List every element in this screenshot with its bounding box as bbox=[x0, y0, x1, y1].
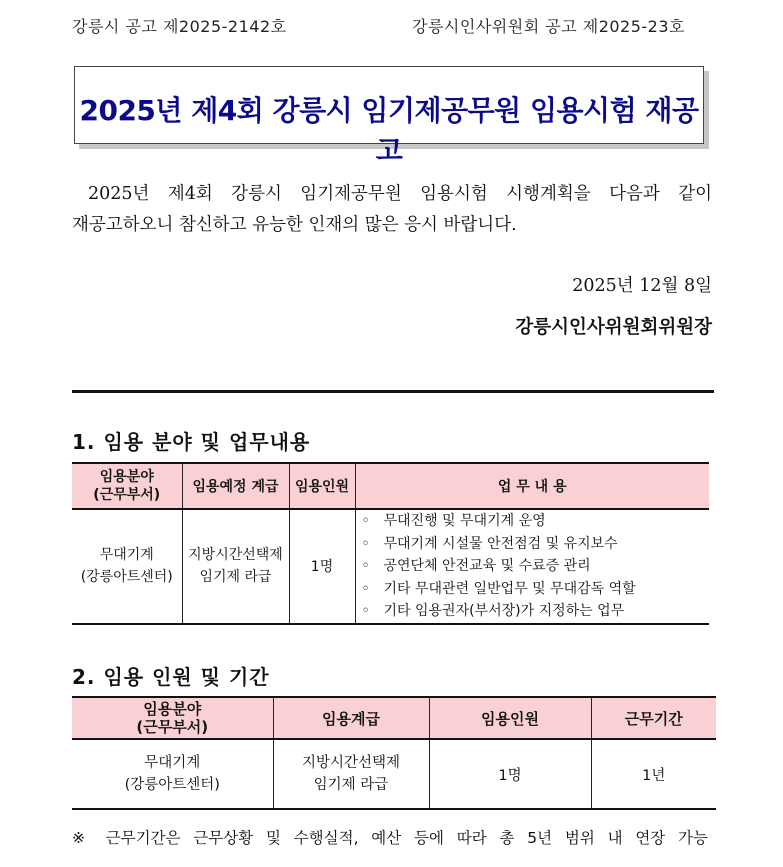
duties-table bbox=[72, 462, 709, 625]
list-item: ◦ 무대진행 및 무대기계 운영 bbox=[362, 510, 710, 533]
notice-date: 2025년 12월 8일 bbox=[572, 276, 712, 296]
notice-number-right: 강릉시인사위원회 공고 제2025-23호 bbox=[412, 17, 685, 36]
rank-line-1: 지방시간선택제 bbox=[301, 755, 401, 771]
col-header-duties: 업 무 내 용 bbox=[355, 463, 709, 509]
col-header-field-label: 임용분야 (근무부서) bbox=[93, 469, 161, 503]
cell-field bbox=[72, 739, 273, 809]
list-item: ◦ 공연단체 안전교육 및 수료증 관리 bbox=[362, 555, 710, 578]
rank-line-1: 지방시간선택제 bbox=[188, 547, 283, 564]
field-name: 무대기계 bbox=[144, 755, 201, 771]
divider bbox=[72, 390, 714, 393]
table-header-row bbox=[72, 697, 716, 739]
col-header-field-label: 임용분야 (근무부서) bbox=[136, 700, 209, 736]
list-item: ◦ 무대기계 시설물 안전점검 및 유지보수 bbox=[362, 533, 710, 556]
intro-line-1: 2025년 제4회 강릉시 임기제공무원 임용시험 시행계획을 다음과 같이 bbox=[88, 184, 712, 204]
cell-field bbox=[72, 509, 182, 624]
col-header-rank: 임용예정 계급 bbox=[182, 463, 289, 509]
section-2-heading: 2. 임용 인원 및 기간 bbox=[72, 665, 270, 689]
field-dept: (강릉아트센터) bbox=[124, 777, 220, 793]
period-table bbox=[72, 696, 716, 810]
notice-number-left: 강릉시 공고 제2025-2142호 bbox=[72, 17, 287, 36]
signature: 강릉시인사위원회위원장 bbox=[515, 317, 712, 338]
field-name: 무대기계 bbox=[99, 547, 154, 564]
col-header-field bbox=[72, 697, 273, 739]
table-row bbox=[72, 509, 709, 624]
field-dept: (강릉아트센터) bbox=[80, 569, 173, 586]
section-1-heading: 1. 임용 분야 및 업무내용 bbox=[72, 430, 311, 454]
cell-duties bbox=[355, 509, 709, 624]
rank-line-2: 임기제 라급 bbox=[313, 777, 389, 793]
cell-rank bbox=[182, 509, 289, 624]
table-header-row bbox=[72, 463, 709, 509]
col-header-field bbox=[72, 463, 182, 509]
col-header-count: 임용인원 bbox=[429, 697, 591, 739]
cell-period: 1년 bbox=[591, 739, 716, 809]
title-box bbox=[74, 66, 704, 167]
page-title: 2025년 제4회 강릉시 임기제공무원 임용시험 재공고 bbox=[79, 94, 699, 167]
table-row bbox=[72, 739, 716, 809]
cell-count: 1명 bbox=[289, 509, 355, 624]
cell-rank bbox=[273, 739, 429, 809]
col-header-rank: 임용계급 bbox=[273, 697, 429, 739]
list-item: ◦ 기타 임용권자(부서장)가 지정하는 업무 bbox=[362, 600, 710, 623]
period-note: ※ 근무기간은 근무상황 및 수행실적, 예산 등에 따라 총 5년 범위 내 연장 가능 bbox=[72, 829, 708, 847]
col-header-count: 임용인원 bbox=[289, 463, 355, 509]
rank-line-2: 임기제 라급 bbox=[199, 569, 272, 586]
intro-line-2: 재공고하오니 참신하고 유능한 인재의 많은 응시 바랍니다. bbox=[72, 215, 517, 235]
col-header-period: 근무기간 bbox=[591, 697, 716, 739]
cell-count: 1명 bbox=[429, 739, 591, 809]
duties-list bbox=[362, 510, 710, 623]
list-item: ◦ 기타 무대관련 일반업무 및 무대감독 역할 bbox=[362, 578, 710, 601]
